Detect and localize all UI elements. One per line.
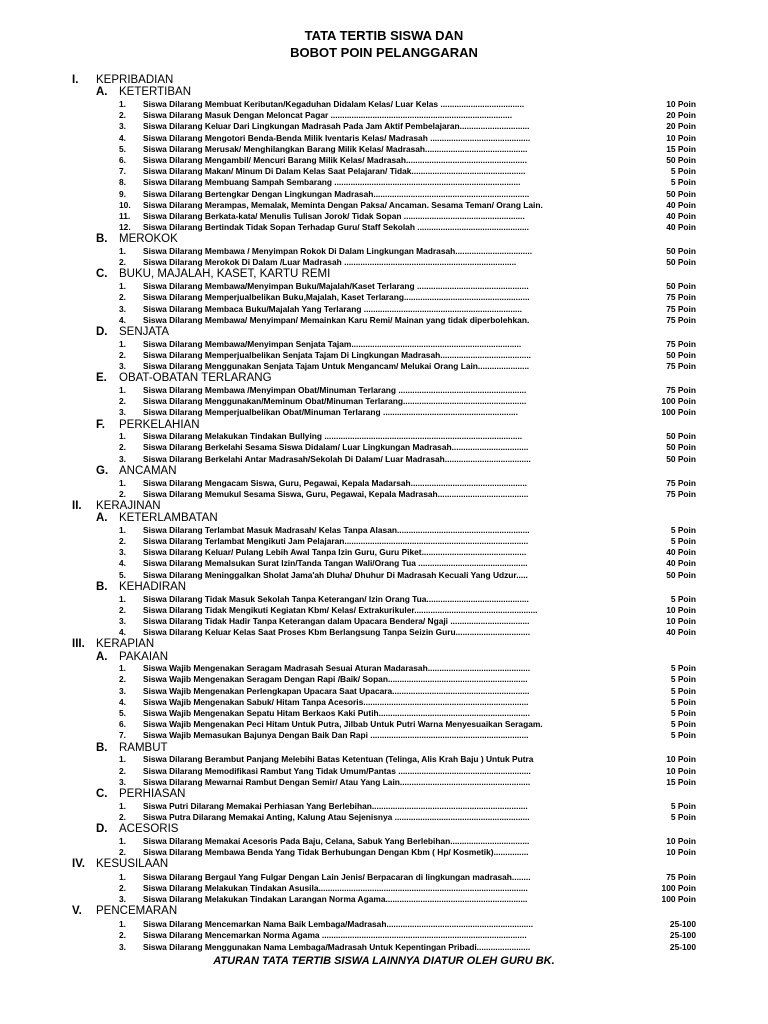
- rule-text: Siswa Dilarang Keluar/ Pulang Lebih Awal Tanpa Izin Guru, Guru Piket.............................................: [143, 547, 527, 558]
- rule-text: Siswa Dilarang Merusak/ Menghilangkan Barang Milik Kelas/ Madrasah............................................: [143, 143, 528, 154]
- subsection-title: KETERLAMBATAN: [119, 512, 218, 525]
- rule-number: 7.: [119, 730, 126, 741]
- rule-points: 10 Poin: [666, 132, 696, 143]
- rule-number: 1.: [119, 384, 126, 395]
- rule-points: 100 Poin: [661, 396, 696, 407]
- subsection-heading: [0, 465, 768, 478]
- rule-points: 5 Poin: [670, 593, 696, 604]
- rule-item: [0, 385, 768, 396]
- rule-points: 5 Poin: [670, 708, 696, 718]
- rule-number: 6.: [119, 719, 126, 730]
- rule-number: 2.: [119, 488, 126, 499]
- section-heading: [0, 638, 768, 651]
- rule-number: 1.: [119, 98, 126, 109]
- rule-item: [0, 396, 768, 407]
- rule-text: Siswa Dilarang Memperjualbelikan Senjata Tajam Di Lingkungan Madrasah.......................................: [143, 349, 531, 360]
- rule-item: [0, 525, 768, 536]
- rule-points: 40 Poin: [666, 547, 696, 558]
- rule-text: Siswa Dilarang Merokok Di Dalam /Luar Madrasah ..........................................................................: [143, 257, 517, 268]
- rule-number: 11.: [119, 210, 131, 221]
- subsection-title: RAMBUT: [119, 741, 168, 754]
- rule-number: 3.: [119, 121, 126, 132]
- rule-points: 50 Poin: [666, 246, 696, 256]
- rule-number: 2.: [119, 811, 126, 822]
- rule-points: 5 Poin: [670, 166, 696, 177]
- rule-number: 3.: [119, 361, 126, 371]
- rule-number: 3.: [119, 894, 126, 905]
- rule-number: 2.: [119, 257, 126, 268]
- rule-text: Siswa Wajib Mengenakan Seragam Madrasah Sesuai Aturan Madarasah............................................: [143, 663, 531, 674]
- rule-points: 20 Poin: [666, 110, 696, 121]
- rule-points: 10 Poin: [666, 754, 696, 765]
- subsection-letter: A.: [96, 86, 108, 99]
- rule-text: Siswa Wajib Mengenakan Peci Hitam Untuk Putra, Jilbab Untuk Putri Warna Menyesuaikan Seragam.: [143, 719, 543, 730]
- rule-points: 15 Poin: [666, 143, 696, 154]
- rule-number: 3.: [119, 776, 126, 787]
- rule-text: Siswa Dilarang Merampas, Memalak, Meminta Dengan Paksa/ Ancaman. Sesama Teman/ Orang Lain.: [143, 199, 543, 210]
- rule-item: [0, 155, 768, 166]
- rule-text: Siswa Dilarang Membuang Sampah Sembarang ................................................................................: [143, 177, 521, 188]
- rule-points: 5 Poin: [670, 696, 696, 707]
- rule-text: Siswa Dilarang Keluar Kelas Saat Proses Kbm Berlangsung Tanpa Seizin Guru................................: [143, 627, 531, 638]
- rule-number: 7.: [119, 166, 126, 177]
- rule-number: 3.: [119, 453, 126, 464]
- subsection-letter: E.: [96, 372, 107, 385]
- rule-item: [0, 292, 768, 303]
- rule-points: 75 Poin: [666, 361, 696, 371]
- rule-number: 2.: [119, 930, 126, 941]
- rule-item: [0, 166, 768, 177]
- rule-number: 5.: [119, 569, 126, 580]
- subsection-heading: [0, 326, 768, 339]
- subsection-heading: [0, 512, 768, 525]
- rule-item: [0, 442, 768, 453]
- section-heading: [0, 74, 768, 87]
- rule-text: Siswa Dilarang Bertindak Tidak Sopan Terhadap Guru/ Staff Sekolah ................................................: [143, 222, 529, 233]
- rule-text: Siswa Dilarang Tidak Mengikuti Kegiatan Kbm/ Kelas/ Extrakurikuler.....................................................: [143, 604, 538, 615]
- rule-points: 40 Poin: [666, 222, 696, 233]
- rule-number: 1.: [119, 246, 126, 256]
- rule-number: 1.: [119, 919, 126, 930]
- subsection-letter: G.: [96, 464, 109, 477]
- rule-points: 10 Poin: [666, 615, 696, 626]
- rule-points: 100 Poin: [661, 894, 696, 905]
- subsection-title: ACESORIS: [119, 823, 179, 835]
- section-number: III.: [72, 638, 85, 651]
- section-heading: [0, 500, 768, 513]
- rule-points: 5 Poin: [670, 674, 696, 685]
- subsection-letter: C.: [96, 787, 108, 800]
- rule-item: [0, 536, 768, 547]
- rule-item: [0, 189, 768, 200]
- section-title: PENCEMARAN: [96, 905, 178, 918]
- rule-item: [0, 605, 768, 616]
- rule-item: [0, 211, 768, 222]
- rule-number: 2.: [119, 536, 126, 546]
- rule-text: Siswa Dilarang Membawa/Menyimpan Senjata Tajam.........................................................................: [143, 338, 522, 349]
- rule-text: Siswa Dilarang Membawa/Menyimpan Buku/Majalah/Kaset Terlarang ................................................: [143, 281, 529, 292]
- rule-item: [0, 547, 768, 558]
- section-number: V.: [72, 905, 82, 918]
- rule-text: Siswa Dilarang Mengacam Siswa, Guru, Pegawai, Kepala Madarsah..................................................: [143, 477, 527, 488]
- rule-points: 50 Poin: [666, 431, 696, 442]
- rule-points: 20 Poin: [666, 121, 696, 132]
- rule-text: Siswa Wajib Memasukan Bajunya Dengan Baik Dan Rapi ....................................................................: [143, 730, 529, 741]
- section-number: IV.: [72, 858, 86, 871]
- rule-points: 5 Poin: [670, 719, 696, 730]
- rule-number: 4.: [119, 696, 126, 707]
- rule-points: 50 Poin: [666, 188, 696, 199]
- rule-number: 6.: [119, 154, 126, 165]
- rule-text: Siswa Dilarang Melakukan Tindakan Asusila..........................................................................................: [143, 883, 528, 893]
- rule-number: 1.: [119, 871, 126, 882]
- section-heading: [0, 858, 768, 871]
- rule-text: Siswa Putri Dilarang Memakai Perhiasan Yang Berlebihan...................................................................: [143, 800, 528, 811]
- rule-points: 5 Poin: [670, 685, 696, 696]
- rule-item: [0, 222, 768, 233]
- rule-text: Siswa Dilarang Masuk Dengan Meloncat Pagar ..............................................................................: [143, 110, 513, 121]
- rule-text: Siswa Dilarang Tidak Hadir Tanpa Keterangan dalam Upacara Bendera/ Ngaji ..................................: [143, 615, 530, 626]
- document-footer: ATURAN TATA TERTIB SISWA LAINNYA DIATUR OLEH GURU BK.: [213, 954, 555, 967]
- subsection-letter: B.: [96, 580, 108, 593]
- rule-text: Siswa Dilarang Memperjualbelikan Obat/Minuman Terlarang ..........................................................: [143, 407, 518, 418]
- rule-points: 10 Poin: [666, 835, 696, 846]
- rule-item: [0, 847, 768, 858]
- subsection-heading: [0, 788, 768, 801]
- rule-number: 1.: [119, 338, 126, 349]
- subsection-title: PERHIASAN: [119, 787, 186, 800]
- rule-number: 2.: [119, 442, 126, 453]
- rule-points: 10 Poin: [666, 98, 696, 109]
- rule-text: Siswa Dilarang Berkelahi Antar Madrasah/Sekolah Di Dalam/ Luar Madrasah.....................................: [143, 453, 531, 464]
- rule-text: Siswa Dilarang Memperjualbelikan Buku,Majalah, Kaset Terlarang......................................................: [143, 292, 530, 303]
- rule-number: 1.: [119, 754, 126, 765]
- rule-item: [0, 872, 768, 883]
- subsection-letter: D.: [96, 325, 108, 338]
- rule-item: [0, 719, 768, 730]
- subsection-letter: F.: [96, 418, 105, 431]
- subsection-heading: [0, 86, 768, 99]
- rule-points: 50 Poin: [666, 257, 696, 268]
- rule-points: 5 Poin: [670, 536, 696, 546]
- rule-number: 1.: [119, 593, 126, 604]
- rule-points: 15 Poin: [666, 776, 696, 787]
- rule-text: Siswa Putra Dilarang Memakai Anting, Kalung Atau Sejenisnya ..........................................................: [143, 811, 530, 822]
- rule-text: Siswa Dilarang Tidak Masuk Sekolah Tanpa Keterangan/ Izin Orang Tua............................................: [143, 593, 529, 604]
- section-title: KESUSILAAN: [96, 858, 169, 871]
- rule-points: 75 Poin: [666, 384, 696, 395]
- rule-number: 4.: [119, 558, 126, 569]
- rule-text: Siswa Dilarang Membawa Benda Yang Tidak Berhubungan Dengan Kbm ( Hp/ Kosmetik)...............: [143, 846, 529, 857]
- section-number: I.: [72, 74, 79, 86]
- rule-points: 25-100: [669, 941, 696, 952]
- rule-text: Siswa Dilarang Terlambat Mengikuti Jam Pelajaran...............................................................................: [143, 536, 529, 546]
- rule-points: 40 Poin: [666, 199, 696, 210]
- subsection-letter: C.: [96, 268, 108, 281]
- rule-number: 10.: [119, 199, 131, 210]
- rule-item: [0, 200, 768, 211]
- rule-item: [0, 930, 768, 941]
- rule-points: 75 Poin: [666, 338, 696, 349]
- rule-points: 75 Poin: [666, 292, 696, 303]
- rule-points: 50 Poin: [666, 569, 696, 580]
- rule-item: [0, 570, 768, 581]
- rule-text: Siswa Dilarang Memodifikasi Rambut Yang Tidak Umum/Pantas .........................................................: [143, 765, 531, 776]
- rule-text: Siswa Dilarang Memalsukan Surat Izin/Tanda Tangan Wali/Orang Tua ...............................................: [143, 558, 528, 569]
- rule-item: [0, 663, 768, 674]
- rule-text: Siswa Dilarang Berkelahi Sesama Siswa Didalam/ Luar Lingkungan Madrasah.................................: [143, 442, 529, 453]
- rule-item: [0, 558, 768, 569]
- rule-item: [0, 281, 768, 292]
- rule-text: Siswa Dilarang Melakukan Tindakan Larangan Norma Agama.............................................................: [143, 894, 528, 905]
- rule-points: 5 Poin: [670, 177, 696, 188]
- rule-points: 5 Poin: [670, 524, 696, 535]
- rule-number: 4.: [119, 627, 126, 638]
- subsection-heading: [0, 651, 768, 664]
- section-number: II.: [72, 499, 82, 512]
- rule-points: 75 Poin: [666, 477, 696, 488]
- rule-item: [0, 801, 768, 812]
- rule-item: [0, 478, 768, 489]
- rule-item: [0, 777, 768, 788]
- rule-item: [0, 121, 768, 132]
- section-title: KERAJINAN: [96, 499, 161, 512]
- subsection-letter: B.: [96, 233, 108, 246]
- rule-number: 8.: [119, 177, 126, 188]
- rule-number: 4.: [119, 132, 126, 143]
- rule-points: 75 Poin: [666, 314, 696, 325]
- rule-number: 2.: [119, 292, 126, 303]
- rule-points: 50 Poin: [666, 349, 696, 360]
- rule-points: 75 Poin: [666, 488, 696, 499]
- rule-item: [0, 304, 768, 315]
- rule-number: 1.: [119, 281, 126, 292]
- section-heading: [0, 905, 768, 918]
- rule-number: 5.: [119, 708, 126, 718]
- rule-text: Siswa Dilarang Membawa/ Menyimpan/ Memainkan Karu Remi/ Mainan yang tidak diperbolehkan.: [143, 314, 530, 325]
- rule-number: 2.: [119, 110, 126, 121]
- rule-text: Siswa Dilarang Menggunakan/Meminum Obat/Minuman Terlarang.....................................................: [143, 396, 527, 407]
- rule-item: [0, 489, 768, 500]
- rule-points: 50 Poin: [666, 442, 696, 453]
- rule-item: [0, 431, 768, 442]
- subsection-letter: D.: [96, 823, 108, 835]
- rule-number: 1.: [119, 800, 126, 811]
- rule-text: Siswa Dilarang Berambut Panjang Melebihi Batas Ketentuan (Telinga, Alis Krah Baju ) Untuk Putra: [143, 754, 534, 765]
- rule-points: 100 Poin: [661, 883, 696, 893]
- rule-number: 3.: [119, 303, 126, 314]
- rule-points: 40 Poin: [666, 210, 696, 221]
- rule-item: [0, 246, 768, 257]
- rule-item: [0, 407, 768, 418]
- rule-item: [0, 942, 768, 953]
- rule-points: 5 Poin: [670, 663, 696, 674]
- subsection-title: OBAT-OBATAN TERLARANG: [119, 372, 272, 385]
- rule-number: 4.: [119, 314, 126, 325]
- rule-number: 2.: [119, 396, 126, 407]
- rule-points: 5 Poin: [670, 730, 696, 741]
- rule-text: Siswa Dilarang Makan/ Minum Di Dalam Kelas Saat Pelajaran/ Tidak.................................................: [143, 166, 526, 177]
- subsection-letter: B.: [96, 741, 108, 754]
- rule-number: 3.: [119, 685, 126, 696]
- subsection-title: ANCAMAN: [119, 464, 177, 477]
- rule-number: 1.: [119, 477, 126, 488]
- rule-points: 40 Poin: [666, 627, 696, 638]
- document-title-line2: BOBOT POIN PELANGGARAN: [290, 45, 478, 60]
- rule-item: [0, 99, 768, 110]
- rule-item: [0, 616, 768, 627]
- rule-text: Siswa Dilarang Mengambil/ Mencuri Barang Milik Kelas/ Madrasah....................................................: [143, 154, 527, 165]
- rule-item: [0, 177, 768, 188]
- rule-item: [0, 812, 768, 823]
- subsection-heading: [0, 742, 768, 755]
- rule-item: [0, 257, 768, 268]
- rule-text: Siswa Dilarang Keluar Dari Lingkungan Madrasah Pada Jam Aktif Pembelajaran..............................: [143, 121, 530, 132]
- rule-text: Siswa Dilarang Membuat Keributan/Kegaduhan Didalam Kelas/ Luar Kelas ....................................: [143, 98, 525, 109]
- rule-points: 5 Poin: [670, 811, 696, 822]
- rule-text: Siswa Dilarang Membawa / Menyimpan Rokok Di Dalam Lingkungan Madrasah.................................: [143, 246, 533, 256]
- rule-points: 100 Poin: [661, 407, 696, 418]
- subsection-letter: A.: [96, 650, 108, 663]
- rule-item: [0, 110, 768, 121]
- rule-points: 75 Poin: [666, 303, 696, 314]
- subsection-title: PERKELAHIAN: [119, 418, 200, 431]
- rule-number: 5.: [119, 143, 126, 154]
- rule-number: 1.: [119, 431, 126, 442]
- rule-text: Siswa Dilarang Bertengkar Dengan Lingkungan Madrasah...................................................................: [143, 188, 530, 199]
- rule-text: Siswa Wajib Mengenakan Sepatu Hitam Berkaos Kaki Putih.................................................................: [143, 708, 530, 718]
- rule-text: Siswa Dilarang Mewarnai Rambut Dengan Semir/ Atau Yang Lain........................................................: [143, 776, 531, 787]
- rule-item: [0, 144, 768, 155]
- rule-item: [0, 339, 768, 350]
- rule-points: 50 Poin: [666, 281, 696, 292]
- rule-item: [0, 315, 768, 326]
- rule-number: 3.: [119, 547, 126, 558]
- subsection-heading: [0, 419, 768, 432]
- rule-text: Siswa Dilarang Membaca Buku/Majalah Yang Terlarang ....................................................................: [143, 303, 522, 314]
- rule-text: Siswa Dilarang Menggunakan Nama Lembaga/Madrasah Untuk Kepentingan Pribadi.......................: [143, 941, 531, 952]
- rule-item: [0, 686, 768, 697]
- rule-number: 12.: [119, 222, 131, 233]
- rule-text: Siswa Dilarang Bergaul Yang Fulgar Dengan Lain Jenis/ Berpacaran di lingkungan madrasah........: [143, 871, 531, 882]
- rule-points: 50 Poin: [666, 453, 696, 464]
- rule-text: Siswa Wajib Mengenakan Perlengkapan Upacara Saat Upacara...........................................................: [143, 685, 530, 696]
- rule-text: Siswa Dilarang Terlambat Masuk Madrasah/ Kelas Tanpa Alasan.........................................................: [143, 524, 530, 535]
- rule-item: [0, 919, 768, 930]
- rule-points: 25-100: [669, 930, 696, 941]
- rule-text: Siswa Wajib Mengenakan Seragam Dengan Rapi /Baik/ Sopan............................................................: [143, 674, 528, 685]
- rule-item: [0, 674, 768, 685]
- section-title: KEPRIBADIAN: [96, 74, 174, 86]
- rule-text: Siswa Dilarang Membawa /Menyimpan Obat/Minuman Terlarang .......................................................: [143, 384, 527, 395]
- rule-item: [0, 361, 768, 372]
- rule-text: Siswa Dilarang Meninggalkan Sholat Jama'ah Dluha/ Dhuhur Di Madrasah Kecuali Yang Udzur.....: [143, 569, 528, 580]
- rule-item: [0, 133, 768, 144]
- rule-text: Siswa Dilarang Mengotori Benda-Benda Milik Iventaris Kelas/ Madrasah ...........................................: [143, 132, 531, 143]
- rule-number: 2.: [119, 883, 126, 893]
- rule-text: Siswa Dilarang Mencemarkan Nama Baik Lembaga/Madrasah...............................................................: [143, 919, 534, 930]
- subsection-heading: [0, 233, 768, 246]
- rule-number: 2.: [119, 765, 126, 776]
- rule-item: [0, 627, 768, 638]
- rule-item: [0, 350, 768, 361]
- rule-points: 10 Poin: [666, 846, 696, 857]
- subsection-heading: [0, 823, 768, 836]
- rule-number: 2.: [119, 674, 126, 685]
- rule-text: Siswa Dilarang Berkata-kata/ Menulis Tulisan Jorok/ Tidak Sopan ....................................................: [143, 210, 525, 221]
- rule-number: 3.: [119, 615, 126, 626]
- rule-text: Siswa Dilarang Memukul Sesama Siswa, Guru, Pegawai, Kepala Madrasah.......................................: [143, 488, 529, 499]
- rule-number: 1.: [119, 663, 126, 674]
- rule-number: 2.: [119, 349, 126, 360]
- rule-text: Siswa Dilarang Melakukan Tindakan Bullying .....................................................................................: [143, 431, 523, 442]
- rule-item: [0, 708, 768, 719]
- rule-points: 10 Poin: [666, 604, 696, 615]
- rule-number: 3.: [119, 407, 126, 418]
- rule-text: Siswa Wajib Mengenakan Sabuk/ Hitam Tanpa Acesoris.......................................................................: [143, 696, 529, 707]
- subsection-title: BUKU, MAJALAH, KASET, KARTU REMI: [119, 268, 331, 281]
- document-title-line1: TATA TERTIB SISWA DAN: [304, 28, 464, 43]
- rule-item: [0, 594, 768, 605]
- rule-item: [0, 836, 768, 847]
- rule-item: [0, 883, 768, 894]
- subsection-letter: A.: [96, 512, 108, 525]
- rule-text: Siswa Dilarang Mencemarkan Norma Agama ........................................................................................: [143, 930, 527, 941]
- rule-points: 75 Poin: [666, 871, 696, 882]
- subsection-heading: [0, 372, 768, 385]
- rule-points: 25-100: [669, 919, 696, 930]
- rule-points: 40 Poin: [666, 558, 696, 569]
- subsection-title: MEROKOK: [119, 233, 178, 246]
- rule-text: Siswa Dilarang Memakai Acesoris Pada Baju, Celana, Sabuk Yang Berlebihan..................................: [143, 835, 530, 846]
- rule-number: 2.: [119, 846, 126, 857]
- rule-text: Siswa Dilarang Menggunakan Senjata Tajam Untuk Mengancam/ Melukai Orang Lain......................: [143, 361, 530, 371]
- rule-points: 5 Poin: [670, 800, 696, 811]
- rule-item: [0, 766, 768, 777]
- rule-item: [0, 697, 768, 708]
- rule-item: [0, 754, 768, 765]
- subsection-heading: [0, 581, 768, 594]
- rule-number: 3.: [119, 941, 126, 952]
- section-title: KERAPIAN: [96, 638, 155, 651]
- subsection-title: KEHADIRAN: [119, 580, 187, 593]
- subsection-title: KETERTIBAN: [119, 86, 191, 99]
- rule-points: 10 Poin: [666, 765, 696, 776]
- rule-number: 1.: [119, 835, 126, 846]
- rule-number: 1.: [119, 524, 126, 535]
- rule-number: 2.: [119, 604, 126, 615]
- rule-item: [0, 730, 768, 741]
- rule-item: [0, 894, 768, 905]
- rule-points: 50 Poin: [666, 154, 696, 165]
- subsection-heading: [0, 268, 768, 281]
- rule-number: 9.: [119, 188, 126, 199]
- subsection-title: PAKAIAN: [119, 650, 168, 663]
- rule-item: [0, 454, 768, 465]
- subsection-title: SENJATA: [119, 325, 170, 338]
